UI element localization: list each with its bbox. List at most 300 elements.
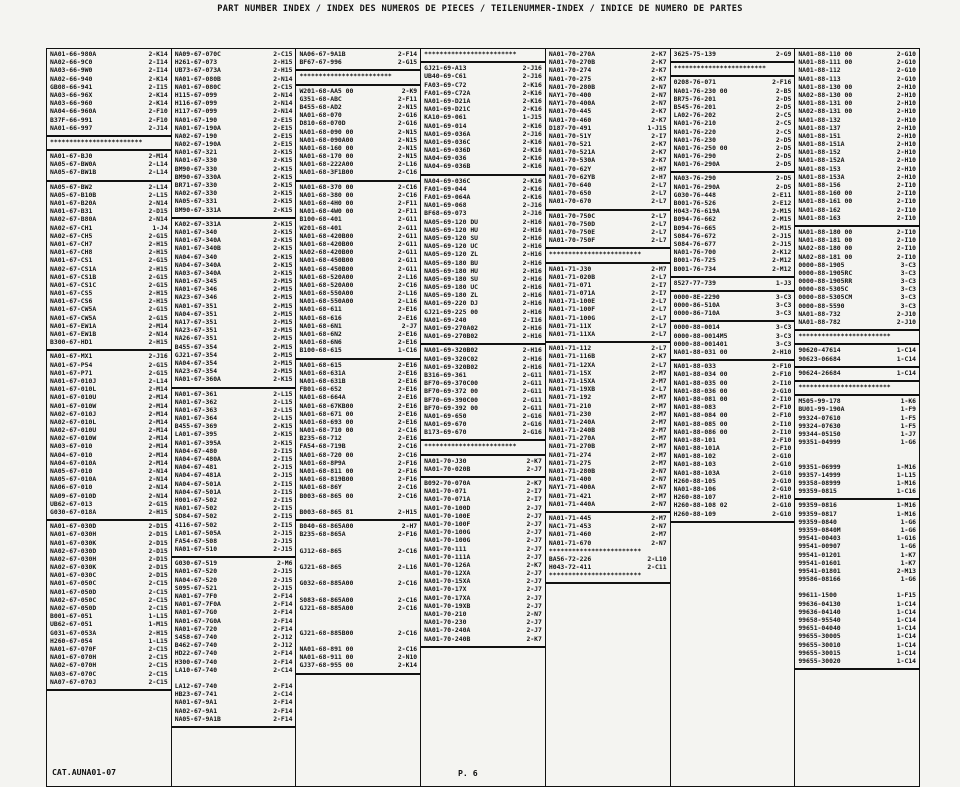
index-entry (424, 209, 543, 217)
location-ref: 1-M16 (896, 462, 917, 471)
part-number: NA01-70-17XA (424, 593, 471, 602)
part-number: NA02-67-CH5 (50, 231, 93, 240)
index-entry (798, 397, 917, 405)
part-number: NA01-68-6N2 (299, 330, 342, 338)
part-number: NA01-71-400 (548, 475, 592, 484)
location-ref: 2-G11 (522, 387, 542, 396)
part-number: BF70-69-390C00 (424, 395, 479, 404)
part-number: NA01-88-111 00 (798, 58, 853, 67)
part-number: NA01-67-CS1 (50, 256, 93, 265)
part-number: NA01-71-280B (548, 467, 596, 475)
part-number: HD22-67-740 (174, 649, 218, 658)
location-ref: 2-D5 (775, 174, 792, 183)
index-entry (798, 405, 917, 413)
index-entry (674, 95, 793, 103)
location-ref: 2-E16 (397, 417, 418, 426)
part-number: NA01-67-CS6 (50, 297, 93, 306)
location-ref: 1-C14 (896, 632, 917, 641)
part-number: NA01-71-15X (548, 368, 592, 377)
part-number: B094-76-665 (673, 223, 716, 232)
index-entry (175, 625, 294, 633)
index-entry (50, 330, 169, 338)
index-entry (175, 698, 294, 706)
location-ref: 2-B5 (775, 86, 792, 95)
location-ref: 2-F14 (273, 608, 293, 617)
location-ref: 2-I7 (651, 280, 667, 289)
location-ref: 1-C16 (896, 487, 917, 496)
location-ref: 2-D15 (148, 530, 168, 539)
index-entry (50, 168, 169, 176)
index-entry (549, 352, 668, 360)
location-ref: 2-D15 (148, 522, 168, 531)
part-number: NA02-88-180 00 (798, 244, 853, 253)
location-ref: 2-L7 (651, 305, 667, 314)
index-entry (798, 649, 917, 657)
index-block (795, 345, 919, 367)
index-entry (674, 460, 793, 468)
part-number: NA01-76-230 (673, 135, 716, 144)
part-number: NA07-67-070J (50, 677, 97, 686)
index-entry (175, 559, 294, 567)
part-number: NA04-69-036C (424, 176, 471, 185)
location-ref: 2-J12 (273, 632, 293, 641)
index-entry (175, 375, 294, 383)
location-ref: 2-L15 (148, 190, 168, 199)
part-number: S095-67-521 (174, 583, 218, 592)
location-ref: 2-E15 (273, 115, 293, 124)
index-entry (50, 547, 169, 555)
index-entry (798, 526, 917, 534)
index-entry (424, 122, 543, 130)
index-entry (549, 156, 668, 164)
location-ref (798, 446, 917, 454)
location-ref: 2-L7 (651, 181, 667, 189)
index-entry (175, 430, 294, 438)
part-number: FB01-68-652 (299, 385, 342, 394)
index-entry (50, 483, 169, 491)
part-number: UB62-67-051 (50, 620, 93, 629)
part-number: NA01-70-274 (548, 66, 592, 75)
part-number: NA01-67-030D (50, 522, 97, 531)
index-entry (50, 58, 169, 66)
index-entry (674, 78, 793, 86)
part-number: 99541-00907 (798, 542, 841, 551)
part-number: NA01-67-351 (174, 301, 218, 310)
index-entry (674, 128, 793, 136)
part-number: H260-88-107 (673, 493, 716, 502)
index-entry (299, 136, 418, 144)
index-entry (50, 418, 169, 426)
index-entry (424, 146, 543, 154)
index-entry (798, 124, 917, 132)
banner-border: ************************ (50, 137, 143, 146)
index-entry (299, 571, 418, 579)
part-number: NA01-68-611 (299, 305, 342, 314)
index-entry (50, 530, 169, 538)
group-banner (798, 383, 917, 391)
part-number: 0000-86-710A (673, 309, 720, 318)
index-entry (299, 305, 418, 313)
index-entry (50, 361, 169, 369)
index-entry (175, 649, 294, 657)
index-entry (549, 197, 668, 205)
part-number: NA01-71-274 (548, 450, 592, 459)
part-number: NA01-68-671 00 (299, 409, 354, 418)
location-ref: 2-M12 (772, 256, 792, 265)
location-ref: 2-H15 (148, 507, 168, 516)
index-entry (175, 545, 294, 553)
location-ref (175, 674, 294, 682)
index-entry (674, 452, 793, 460)
part-number: NA01-67-720 (174, 624, 218, 633)
location-ref: 2-I10 (772, 419, 792, 428)
location-ref: 2-H10 (896, 131, 917, 140)
index-entry (175, 439, 294, 447)
location-ref: 1-G6 (900, 517, 917, 526)
part-number: H117-67-099 (174, 107, 218, 116)
location-ref (299, 588, 418, 596)
location-ref: 3-C3 (775, 331, 792, 340)
part-number: NA04-69-036 (424, 154, 467, 163)
part-number: NA01-67-CW5A (50, 313, 97, 322)
part-number: NA01-88-081 00 (673, 394, 728, 403)
index-entry (175, 617, 294, 625)
location-ref: 2-M7 (651, 368, 667, 377)
index-entry (549, 492, 668, 500)
part-number: NA01-67-CS5 (50, 289, 93, 298)
banner-border: ************************ (798, 382, 891, 391)
part-number: NA01-67-330 (174, 156, 218, 165)
location-ref: 2-K7 (651, 58, 667, 67)
location-ref: 2-G15 (148, 360, 168, 369)
index-entry (549, 434, 668, 442)
location-ref: 2-E16 (397, 338, 418, 347)
index-entry (299, 215, 418, 223)
location-ref: 2-K14 (397, 661, 418, 670)
location-ref: 2-I7 (526, 495, 542, 504)
location-ref: 2-L7 (651, 385, 667, 394)
part-number: NA01-68-8P9A (299, 458, 346, 467)
index-entry (549, 297, 668, 305)
location-ref: 2-C11 (647, 563, 667, 572)
part-number: B094-76-662 (673, 215, 716, 224)
part-number: NA01-70-230 (424, 618, 467, 627)
part-number: NA01-69-320C02 (424, 354, 479, 363)
location-ref: 2-L14 (148, 376, 168, 385)
location-ref (798, 583, 917, 591)
part-number: G351-68-ABC (299, 94, 342, 103)
location-ref: 2-J12 (273, 641, 293, 650)
part-number: NA01-67-345 (174, 277, 218, 286)
index-block (296, 182, 420, 360)
location-ref: 2-H15 (148, 264, 168, 273)
index-entry (299, 199, 418, 207)
index-entry (549, 393, 668, 401)
index-entry (424, 504, 543, 512)
index-entry (50, 124, 169, 132)
location-ref: 2-K16 (522, 121, 542, 130)
index-entry (50, 191, 169, 199)
part-number: NA01-71-11XA (548, 330, 596, 338)
location-ref: 2-K16 (522, 96, 542, 105)
location-ref: 2-C16 (397, 546, 418, 555)
part-number: NA01-70-460 (548, 115, 592, 124)
part-number: BF68-69-073 (424, 209, 467, 218)
index-entry (549, 314, 668, 322)
index-entry (674, 332, 793, 340)
part-number: NA02-68-420B00 (299, 248, 354, 257)
part-number: NA04-67-481A (174, 471, 221, 480)
index-entry (674, 428, 793, 436)
location-ref: 1-M16 (896, 509, 917, 518)
location-ref: 2-H15 (148, 289, 168, 298)
location-ref: 2-G10 (772, 501, 792, 510)
index-entry (175, 666, 294, 674)
part-number: NA01-66-980A (50, 50, 97, 58)
location-ref: 2-K15 (273, 244, 293, 253)
location-ref: 2-L7 (651, 360, 667, 369)
index-entry (175, 463, 294, 471)
index-entry (175, 422, 294, 430)
index-entry (50, 207, 169, 215)
part-number: NA01-68-3F1B00 (299, 168, 354, 177)
part-number: 90623-06684 (798, 354, 841, 363)
location-ref: 1-G16 (896, 534, 917, 543)
location-ref: 2-M15 (273, 301, 293, 310)
part-number: NA01-76-290A (673, 160, 720, 169)
location-ref: 2-C15 (148, 587, 168, 596)
location-ref: 2-D5 (775, 152, 792, 161)
part-number: NA01-70-100G (424, 528, 471, 537)
part-number: NA01-71-15XA (548, 376, 596, 385)
index-entry (549, 99, 668, 107)
index-entry (175, 414, 294, 422)
part-number: B37F-66-991 (50, 115, 93, 124)
part-number: BR71-67-330 (174, 181, 218, 189)
part-number: NA02-67-9A1 (174, 706, 218, 715)
part-number: NA01-69-014 (424, 121, 467, 130)
location-ref: 2-M7 (651, 530, 667, 539)
index-entry (674, 207, 793, 215)
part-number: BR75-76-201 (673, 94, 716, 103)
index-entry (798, 318, 917, 326)
location-ref: 2-J7 (526, 536, 542, 545)
index-entry (299, 434, 418, 442)
index-entry (798, 132, 917, 140)
index-entry (424, 487, 543, 495)
index-entry (798, 454, 917, 462)
part-number: FA03-69-C72 (424, 80, 467, 89)
location-ref: 2-L16 (397, 297, 418, 306)
index-entry (50, 579, 169, 587)
index-block (47, 182, 171, 352)
location-ref: 2-D5 (775, 94, 792, 103)
location-ref: 2-H10 (896, 156, 917, 165)
part-number: NA01-67-010W (50, 401, 97, 410)
location-ref: 2-M7 (651, 491, 667, 500)
index-entry (50, 152, 169, 160)
index-entry (175, 220, 294, 228)
index-block (795, 227, 919, 331)
index-block (172, 389, 296, 559)
part-number: NA03-66-96X (50, 90, 93, 99)
part-number: NA03-66-9W0 (50, 66, 93, 75)
index-column (421, 49, 546, 786)
location-ref: 2-K15 (273, 236, 293, 245)
part-number: NA01-76-210 (673, 119, 716, 128)
index-entry (549, 116, 668, 124)
index-entry (424, 379, 543, 387)
index-entry (50, 434, 169, 442)
index-entry (50, 612, 169, 620)
index-entry (549, 189, 668, 197)
part-number: NA01-68-520A00 (299, 280, 354, 289)
location-ref: 2-F14 (273, 624, 293, 633)
index-entry (424, 226, 543, 234)
index-entry (549, 514, 668, 522)
part-number: 0000-88-0014M5 (673, 331, 728, 340)
location-ref: 2-J10 (896, 318, 917, 326)
location-ref: 2-K16 (522, 193, 542, 201)
index-entry (424, 283, 543, 291)
part-number: NA01-68-86Y (299, 483, 342, 492)
part-number: NA04-67-340A (174, 260, 221, 269)
part-number: NA05-69-120 SU (424, 233, 479, 242)
index-entry (674, 510, 793, 518)
index-entry (674, 111, 793, 119)
index-entry (549, 410, 668, 418)
location-ref: 2-H16 (522, 324, 542, 332)
part-number: NA01-88-180 00 (798, 227, 853, 236)
index-block (795, 368, 919, 382)
part-number: NA01-71-100G (548, 313, 596, 322)
index-entry (175, 496, 294, 504)
index-entry (798, 355, 917, 363)
location-ref (299, 620, 418, 628)
location-ref: 2-D5 (775, 102, 792, 111)
part-number: NA02-88-131 00 (798, 107, 853, 116)
location-ref: 2-K7 (651, 66, 667, 75)
part-number: NA01-67-P54 (50, 360, 93, 369)
index-entry (798, 624, 917, 632)
location-ref: 2-E16 (397, 434, 418, 443)
part-number: NA01-68-631B (299, 376, 346, 385)
index-entry (299, 256, 418, 264)
part-number: NA06-67-010 (50, 483, 93, 492)
index-entry (798, 214, 917, 222)
location-ref (299, 500, 418, 508)
location-ref: 2-H15 (273, 58, 293, 67)
location-ref: 2-C15 (148, 653, 168, 662)
part-number: LA10-67-740 (174, 665, 218, 674)
part-number: 99359-0817 (798, 509, 837, 518)
part-number: 99586-08166 (798, 575, 841, 584)
part-number: NA01-67-7G0 (174, 608, 218, 617)
part-number: NA01-71-J30 (548, 264, 592, 273)
part-number: NAY1-70-400 (548, 90, 592, 99)
part-number: NA01-71-460 (548, 530, 592, 539)
index-entry (549, 467, 668, 475)
part-number: NA01-71-100F (548, 305, 596, 314)
part-number: NA01-88-137 (798, 123, 841, 132)
location-ref: 2-D15 (148, 554, 168, 563)
index-entry (50, 492, 169, 500)
index-entry (424, 72, 543, 80)
part-number: NA01-67-190 (174, 115, 218, 124)
location-ref: 2-E16 (397, 409, 418, 418)
index-entry (549, 91, 668, 99)
index-entry (424, 267, 543, 275)
index-entry (798, 75, 917, 83)
location-ref: 1-G6 (900, 542, 917, 551)
location-ref: 1-M15 (148, 620, 168, 629)
location-ref: 2-J16 (522, 209, 542, 218)
location-ref: 2-C15 (273, 82, 293, 91)
location-ref: 2-N7 (651, 522, 667, 531)
page-header: PART NUMBER INDEX / INDEX DES NUMEROS DE PIECES / TEILENUMMER-INDEX / INDICE DE NUMERO DE PARTES (217, 4, 743, 14)
location-ref: 2-H7 (401, 522, 418, 531)
index-entry (424, 81, 543, 89)
index-entry (299, 224, 418, 232)
location-ref: 1-J7 (900, 429, 917, 438)
index-entry (50, 265, 169, 273)
part-number: 99357-14999 (798, 470, 841, 479)
location-ref: 2-M14 (148, 393, 168, 402)
location-ref: 2-E16 (397, 313, 418, 322)
index-entry (549, 402, 668, 410)
location-ref: 2-M14 (148, 450, 168, 459)
location-ref: 1-C14 (896, 616, 917, 624)
part-number: 8527-77-739 (673, 278, 716, 287)
location-ref: 2-J7 (526, 511, 542, 520)
index-entry (175, 58, 294, 66)
index-entry (674, 265, 793, 273)
index-entry (175, 480, 294, 488)
part-number: NA05-67-BW2 (50, 182, 93, 191)
location-ref: 2-F10 (148, 107, 168, 116)
location-ref: 1-C14 (896, 346, 917, 355)
location-ref: 2-E16 (397, 360, 418, 369)
location-ref: 2-K7 (651, 352, 667, 361)
location-ref (299, 612, 418, 620)
location-ref: 2-L10 (647, 554, 667, 563)
index-entry (299, 539, 418, 547)
index-entry (674, 136, 793, 144)
index-entry (299, 50, 418, 58)
location-ref: 2-L16 (397, 272, 418, 281)
location-ref: 2-I15 (273, 495, 293, 504)
index-block (546, 211, 670, 250)
index-block (421, 49, 545, 63)
part-number: NA01-69-670 (424, 420, 467, 429)
location-ref: 2-L15 (273, 389, 293, 398)
part-number: NA04-67-340 (174, 252, 218, 261)
part-number: NA01-68-911 00 (299, 653, 354, 662)
location-ref: 2-J16 (522, 129, 542, 138)
location-ref: 2-M14 (148, 417, 168, 426)
index-entry (549, 58, 668, 66)
part-number: NA04-67-501A (174, 479, 221, 488)
index-column (671, 49, 796, 786)
index-entry (50, 588, 169, 596)
index-entry (424, 520, 543, 528)
part-number: NA02-67-B80A (50, 215, 97, 224)
index-entry (50, 653, 169, 661)
index-entry (549, 555, 668, 563)
location-ref: 2-C5 (775, 127, 792, 136)
location-ref: 2-E16 (397, 368, 418, 377)
index-entry (50, 224, 169, 232)
